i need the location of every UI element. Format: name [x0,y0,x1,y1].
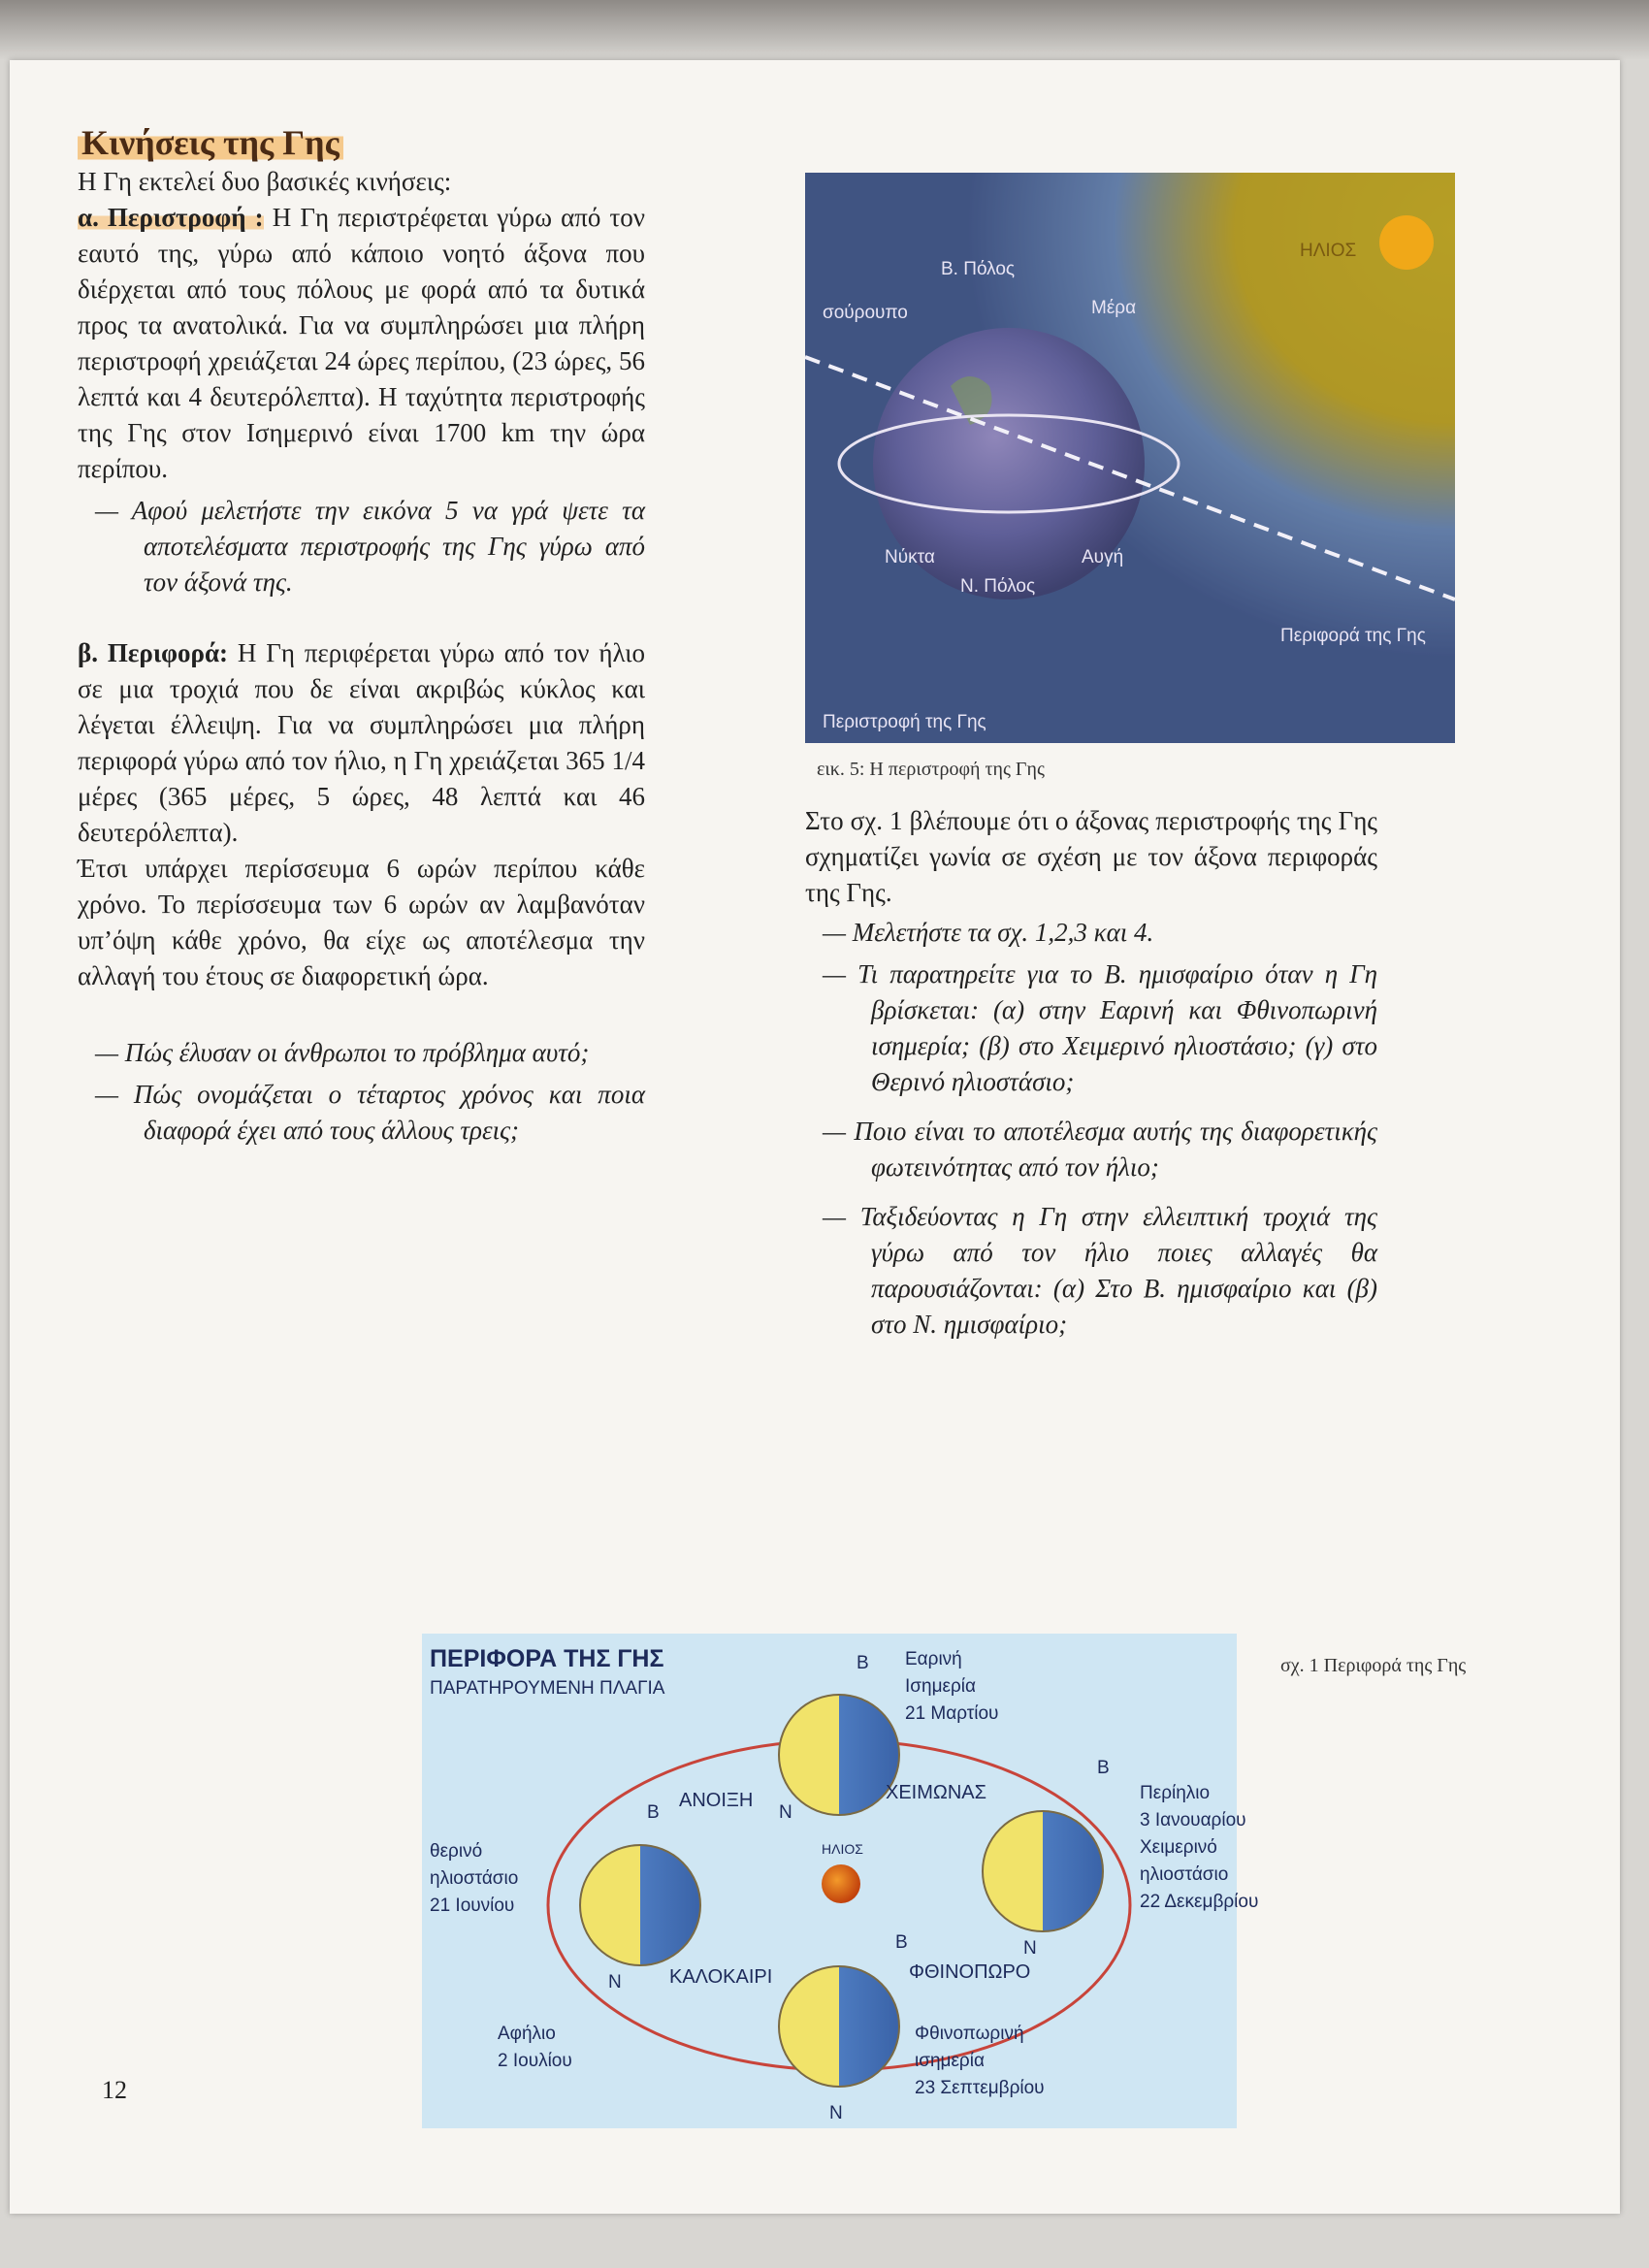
fig5-label-orbit: Περιφορά της Γης [1280,626,1426,646]
revolution-text: Η Γη περιφέρεται γύρω από τον ήλιο σε μια τροχιά που δε είναι ακριβώς κύκλος και λέγεται έλλειψη. Για να συμπληρώσει μια πλήρη περιφορά γύρω από τον ήλιο, η Γη χρειάζεται 365 1/4 μέρες (365 μέρες, 5 ώρες, 48 λεπτά και 46 δευτερόλεπτα). [78,638,645,847]
sun-icon [1379,215,1434,270]
right-item-2: — Τι παρατηρείτε για το Β. ημισφαίριο όταν η Γη βρίσκεται: (α) στην Εαρινή και Φθινοπωρινή ισημερία; (β) στο Χειμερινό ηλιοστάσιο; (γ) στο Θερινό ηλιοστάσιο; [823,959,1377,1096]
fig1-winter-4: ηλιοστάσιο [1140,1864,1229,1885]
fig1-north-spring: Β [857,1653,869,1673]
rotation-paragraph [78,200,645,487]
fig5-label-night: Νύκτα [885,547,935,567]
fig1-season-winter: ΧΕΙΜΩΝΑΣ [886,1782,986,1803]
fig1-south-spring: Ν [779,1802,792,1823]
fig1-winter-1: Περίηλιο [1140,1783,1211,1803]
intro-text: Η Γη εκτελεί δυο βασικές κινήσεις: [78,167,452,196]
fig1-spring-3: 21 Μαρτίου [905,1703,999,1724]
fig1-autumn-1: Φθινοπωρινή [915,2024,1024,2044]
fig1-season-autumn: ΦΘΙΝΟΠΩΡΟ [909,1961,1031,1983]
globe-autumn [779,1966,899,2087]
fig1-sun-label: ΗΛΙΟΣ [822,1841,863,1857]
rotation-label: α. Περιστροφή : [78,203,264,232]
fig5-label-north-pole: Β. Πόλος [941,259,1016,279]
fig5-label-sun: ΗΛΙΟΣ [1300,241,1357,261]
revolution-label: β. Περιφορά: [78,638,229,667]
left-column [78,121,645,1149]
fig1-summer-2: ηλιοστάσιο [430,1868,519,1889]
fig5-label-south-pole: Ν. Πόλος [960,576,1036,597]
fig1-winter-5: 22 Δεκεμβρίου [1140,1892,1259,1912]
scan-top-shadow [0,0,1649,60]
fig1-summer-1: θερινό [430,1841,483,1862]
page-number: 12 [102,2076,127,2104]
fig1-south-autumn: Ν [829,2103,843,2123]
rotation-text: Η Γη περιστρέφεται γύρω από τον εαυτό της, γύρω από κάποιο νοητό άξονα που διέρχεται από τους πόλους με φορά από τα δυτικά προς τα ανατολικά. Για να συμπληρώσει μια πλήρη περιστροφή χρειάζεται 24 ώρες περίπου, (23 ώρες, 56 λεπτά και 4 δευτερόλεπτα). Η ταχύτητα περιστροφής της Γης στον Ισημερινό είναι 1700 km την ώρα περίπου. [78,203,646,483]
fig5-label-rotation: Περιστροφή της Γης [823,712,986,732]
section-title: Κινήσεις της Γης [78,121,343,164]
fig1-summer-3: 21 Ιουνίου [430,1895,515,1916]
fig1-north-summer: Β [647,1802,660,1823]
fig5-label-day: Μέρα [1091,298,1137,318]
fig1-subtitle: ΠΑΡΑΤΗΡΟΥΜΕΝΗ ΠΛΑΓΙΑ [430,1678,665,1699]
figure5-earth-rotation [805,173,1455,743]
right-column [805,803,1377,1343]
rotation-task: — Αφού μελετήστε την εικόνα 5 να γρά ψετε τα αποτελέσματα περιστροφής της Γης γύρω από τον άξονά της. [95,496,645,597]
globe-summer [580,1845,700,1965]
fig1-aphelion-2: 2 Ιουλίου [498,2051,572,2071]
revolution-paragraph [78,635,645,851]
figure1-caption: σχ. 1 Περιφορά της Γης [1280,1655,1467,1676]
fig1-south-summer: Ν [608,1972,622,1993]
sun-icon [822,1864,860,1903]
fig1-season-spring: ΑΝΟΙΞΗ [679,1790,754,1811]
fig1-winter-2: 3 Ιανουαρίου [1140,1810,1246,1831]
figure1-earth-revolution [422,1634,1259,2128]
figure5-caption: εικ. 5: Η περιστροφή της Γης [817,759,1045,780]
fig1-spring-2: Ισημερία [905,1676,977,1697]
right-item-1: — Μελετήστε τα σχ. 1,2,3 και 4. [823,918,1154,947]
fig1-season-summer: ΚΑΛΟΚΑΙΡΙ [669,1966,773,1988]
globe-spring [779,1695,899,1815]
fig5-label-dawn: Αυγή [1082,547,1124,567]
fig1-north-winter: Β [1097,1758,1110,1778]
surplus-paragraph: Έτσι υπάρχει περίσσευμα 6 ωρών περίπου κάθε χρόνο. Το περίσσευμα των 6 ωρών αν λαμβανόταν υπ’όψη κάθε χρόνο, θα είχε ως αποτέλεσμα την αλλαγή του έτους σε διαφορετική ώρα. [78,854,645,990]
fig1-title: ΠΕΡΙΦΟΡΑ ΤΗΣ ΓΗΣ [430,1645,664,1672]
fig1-autumn-2: ισημερία [915,2051,985,2071]
fig5-label-dusk: σούρουπο [823,303,908,323]
fig1-south-winter: Ν [1023,1938,1037,1959]
fig1-autumn-3: 23 Σεπτεμβρίου [915,2078,1045,2098]
right-item-4: — Ταξιδεύοντας η Γη στην ελλειπτική τροχιά της γύρω από τον ήλιο ποιες αλλαγές θα παρουσιάζονται: (α) Στο Β. ημισφαίριο και (β) στο Ν. ημισφαίριο; [823,1202,1377,1339]
right-intro: Στο σχ. 1 βλέπουμε ότι ο άξονας περιστροφής της Γης σχηματίζει γωνία σε σχέση με τον άξονα περιφοράς της Γης. [805,806,1377,907]
question-1: — Πώς έλυσαν οι άνθρωποι το πρόβλημα αυτό; [95,1038,590,1067]
fig1-aphelion-1: Αφήλιο [498,2024,556,2044]
fig1-north-autumn: Β [895,1932,908,1953]
fig1-winter-3: Χειμερινό [1140,1837,1217,1858]
right-item-3: — Ποιο είναι το αποτέλεσμα αυτής της διαφορετικής φωτεινότητας από τον ήλιο; [823,1117,1377,1182]
fig1-spring-1: Εαρινή [905,1649,962,1669]
globe-winter [983,1811,1103,1931]
question-2: — Πώς ονομάζεται ο τέταρτος χρόνος και ποια διαφορά έχει από τους άλλους τρεις; [95,1080,645,1145]
